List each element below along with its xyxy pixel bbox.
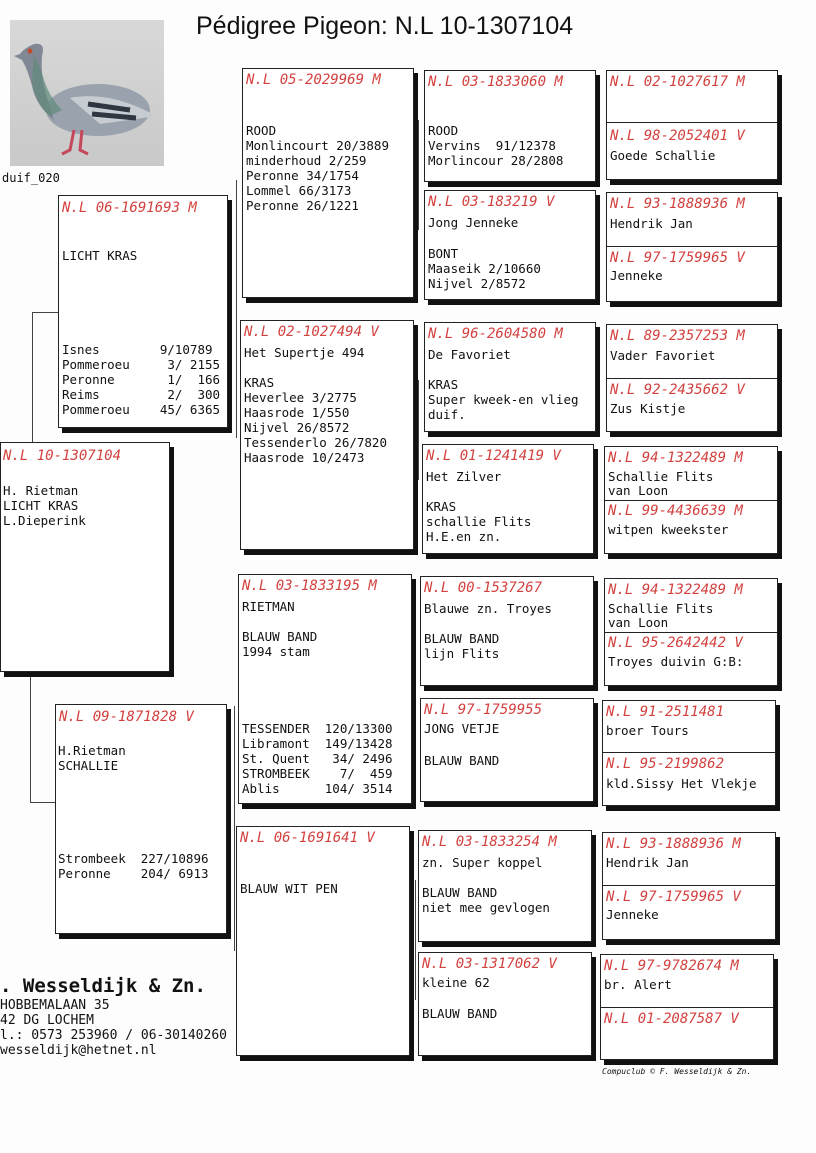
- ring-number: N.L 99-4436639 M: [608, 503, 743, 519]
- ring-number: N.L 03-1833060 M: [428, 74, 563, 90]
- father-ring: N.L 06-1691693 M: [62, 200, 197, 216]
- pedigree-line: Haasrode 1/550: [244, 405, 350, 420]
- connector: [418, 120, 419, 230]
- grandparent-card: [242, 68, 414, 298]
- ring-number: N.L 02-1027617 M: [610, 74, 745, 90]
- ring-number: N.L 00-1537267: [424, 580, 543, 596]
- pedigree-line: Super kweek-en vlieg: [428, 392, 579, 407]
- pedigree-line: BLAUW BAND: [424, 631, 500, 646]
- pedigree-line: Het Supertje 494: [244, 345, 365, 360]
- gen4-pair-card: [604, 446, 778, 554]
- ring-number: N.L 05-2029969 M: [246, 72, 381, 88]
- pedigree-result: St. Quent 34/ 2496: [242, 751, 393, 766]
- divider: [603, 752, 775, 753]
- ring-number: N.L 95-2642442 V: [608, 635, 743, 651]
- pedigree-line: Lommel 66/3173: [246, 183, 352, 198]
- pedigree-result: TESSENDER 120/13300: [242, 721, 393, 736]
- pedigree-line: br. Alert: [604, 977, 672, 992]
- pedigree-line: Morlincour 28/2808: [428, 153, 564, 168]
- great-grandparent-card: [424, 190, 596, 300]
- connector: [418, 380, 419, 480]
- ring-number: N.L 03-1317062 V: [422, 956, 557, 972]
- pedigree-line: BONT: [428, 246, 459, 261]
- great-grandparent-card: [422, 444, 594, 554]
- photo-caption: duif_020: [2, 171, 60, 185]
- pedigree-line: duif.: [428, 407, 466, 422]
- great-grandparent-card: [424, 322, 596, 432]
- connector: [236, 180, 237, 438]
- divider: [607, 122, 777, 123]
- grandparent-card: [240, 320, 414, 550]
- great-grandparent-card: [420, 576, 594, 686]
- pedigree-line: Nijvel 26/8572: [244, 420, 350, 435]
- pedigree-line: Goede Schallie: [610, 148, 716, 163]
- ring-number: N.L 89-2357253 M: [610, 328, 745, 344]
- father-result: Reims 2/ 300: [62, 387, 221, 402]
- ring-number: N.L 97-1759955: [424, 702, 543, 718]
- pedigree-line: Maaseik 2/10660: [428, 261, 541, 276]
- mother-line: H.Rietman: [58, 743, 126, 758]
- pedigree-line: KRAS: [428, 377, 459, 392]
- great-grandparent-card: [418, 952, 592, 1056]
- ring-number: N.L 97-1759965 V: [610, 250, 745, 266]
- pedigree-line: JONG VETJE: [424, 721, 500, 736]
- gen4-pair-card: [604, 578, 778, 686]
- gen4-pair-card: [606, 324, 778, 432]
- pedigree-line: Hendrik Jan: [610, 216, 693, 231]
- pedigree-line: kld.Sissy Het Vlekje: [606, 776, 757, 791]
- pedigree-line: Heverlee 3/2775: [244, 390, 357, 405]
- ring-number: N.L 92-2435662 V: [610, 382, 745, 398]
- connector: [234, 706, 235, 951]
- pedigree-result: STROMBEEK 7/ 459: [242, 766, 393, 781]
- divider: [607, 246, 777, 247]
- pedigree-line: witpen kweekster: [608, 522, 729, 537]
- pedigree-line: zn. Super koppel: [422, 855, 543, 870]
- pigeon-photo: [10, 20, 164, 166]
- pedigree-line: kleine 62: [422, 975, 490, 990]
- pedigree-line: Vader Favoriet: [610, 348, 716, 363]
- pedigree-line: van Loon: [608, 483, 669, 498]
- pedigree-line: broer Tours: [606, 723, 689, 738]
- divider: [603, 885, 775, 886]
- great-grandparent-card: [418, 830, 592, 942]
- ring-number: N.L 01-1241419 V: [426, 448, 561, 464]
- father-result: Peronne 1/ 166: [62, 372, 221, 387]
- pedigree-line: schallie Flits: [426, 514, 532, 529]
- pedigree-line: BLAUW BAND: [422, 1006, 498, 1021]
- pedigree-line: Jenneke: [610, 268, 663, 283]
- connector: [32, 312, 33, 442]
- pedigree-line: ROOD: [428, 123, 459, 138]
- ring-number: N.L 03-1833254 M: [422, 834, 557, 850]
- page-title: Pédigree Pigeon: N.L 10-1307104: [196, 12, 574, 40]
- mother-result: Peronne 204/ 6913: [58, 866, 209, 881]
- ring-number: N.L 97-1759965 V: [606, 889, 741, 905]
- subject-ring: N.L 10-1307104: [3, 448, 122, 464]
- great-grandparent-card: [424, 70, 596, 182]
- mother-card: [55, 704, 227, 934]
- father-result: Isnes 9/10789: [62, 342, 213, 357]
- pedigree-line: van Loon: [608, 615, 669, 630]
- pedigree-line: Peronne 26/1221: [246, 198, 359, 213]
- pedigree-line: Troyes duivin G:B:: [608, 654, 744, 669]
- connector: [30, 802, 56, 803]
- pedigree-line: Vervins 91/12378: [428, 138, 556, 153]
- pedigree-line: niet mee gevlogen: [422, 900, 550, 915]
- pedigree-line: RIETMAN: [242, 599, 295, 614]
- pedigree-line: BLAUW BAND: [424, 753, 500, 768]
- father-result: Pommeroeu 3/ 2155: [62, 357, 221, 372]
- connector: [30, 672, 31, 802]
- divider: [607, 378, 777, 379]
- ring-number: N.L 91-2511481: [606, 704, 725, 720]
- pedigree-line: Jong Jenneke: [428, 215, 519, 230]
- father-card: [58, 195, 228, 428]
- software-credit: Compuclub © F. Wesseldijk & Zn.: [602, 1067, 752, 1076]
- ring-number: N.L 94-1322489 M: [608, 582, 743, 598]
- subject-line: H. Rietman: [3, 483, 79, 498]
- ring-number: N.L 93-1888936 M: [610, 196, 745, 212]
- owner-phone: l.: 0573 253960 / 06-30140260: [0, 1028, 227, 1043]
- pedigree-line: Blauwe zn. Troyes: [424, 601, 552, 616]
- ring-number: N.L 98-2052401 V: [610, 128, 745, 144]
- ring-number: N.L 95-2199862: [606, 756, 725, 772]
- pigeon-icon: [10, 20, 164, 166]
- pedigree-line: Tessenderlo 26/7820: [244, 435, 387, 450]
- ring-number: N.L 06-1691641 V: [240, 830, 375, 846]
- pedigree-line: Het Zilver: [426, 469, 502, 484]
- gen4-pair-card: [606, 192, 778, 302]
- subject-line: LICHT KRAS: [3, 498, 79, 513]
- pedigree-line: minderhoud 2/259: [246, 153, 367, 168]
- pedigree-line: Nijvel 2/8572: [428, 276, 526, 291]
- gen4-pair-card: [602, 832, 776, 940]
- owner-city: 42 DG LOCHEM: [0, 1013, 94, 1028]
- mother-result: Strombeek 227/10896: [58, 851, 209, 866]
- pedigree-result: Libramont 149/13428: [242, 736, 393, 751]
- mother-line: SCHALLIE: [58, 758, 119, 773]
- pedigree-line: Monlincourt 20/3889: [246, 138, 389, 153]
- ring-number: N.L 93-1888936 M: [606, 836, 741, 852]
- great-grandparent-card: [420, 698, 594, 802]
- ring-number: N.L 97-9782674 M: [604, 958, 739, 974]
- pedigree-line: Peronne 34/1754: [246, 168, 359, 183]
- pedigree-line: ROOD: [246, 123, 277, 138]
- divider: [605, 500, 777, 501]
- owner-address: HOBBEMALAAN 35: [0, 998, 110, 1013]
- connector: [32, 312, 60, 313]
- connector: [415, 634, 416, 738]
- ring-number: N.L 94-1322489 M: [608, 450, 743, 466]
- mother-ring: N.L 09-1871828 V: [59, 709, 194, 725]
- pedigree-line: BLAUW WIT PEN: [240, 881, 338, 896]
- pedigree-line: Haasrode 10/2473: [244, 450, 365, 465]
- grandparent-card: [238, 574, 412, 804]
- ring-number: N.L 03-183219 V: [428, 194, 555, 210]
- father-name: LICHT KRAS: [62, 248, 138, 263]
- ring-number: N.L 01-2087587 V: [604, 1011, 739, 1027]
- pedigree-line: H.E.en zn.: [426, 529, 502, 544]
- pedigree-line: Jenneke: [606, 907, 659, 922]
- pedigree-line: Hendrik Jan: [606, 855, 689, 870]
- pedigree-line: 1994 stam: [242, 644, 310, 659]
- pedigree-line: KRAS: [244, 375, 275, 390]
- grandparent-card: [236, 826, 410, 1056]
- divider: [605, 632, 777, 633]
- pedigree-line: BLAUW BAND: [422, 885, 498, 900]
- owner-email[interactable]: wesseldijk@hetnet.nl: [0, 1043, 157, 1058]
- pedigree-line: Schallie Flits: [608, 601, 714, 616]
- pedigree-line: lijn Flits: [424, 646, 500, 661]
- gen4-pair-card: [602, 700, 776, 806]
- pedigree-line: BLAUW BAND: [242, 629, 318, 644]
- subject-line: L.Dieperink: [3, 513, 86, 528]
- pedigree-line: De Favoriet: [428, 347, 511, 362]
- gen4-pair-card: [606, 70, 778, 180]
- father-result: Pommeroeu 45/ 6365: [62, 402, 221, 417]
- owner-name: . Wesseldijk & Zn.: [0, 975, 206, 997]
- subject-card: [0, 442, 170, 672]
- pedigree-line: KRAS: [426, 499, 457, 514]
- gen4-pair-card: [600, 954, 774, 1060]
- pedigree-line: Schallie Flits: [608, 469, 714, 484]
- ring-number: N.L 03-1833195 M: [242, 578, 377, 594]
- connector: [415, 880, 416, 1000]
- pedigree-result: Ablis 104/ 3514: [242, 781, 393, 796]
- divider: [601, 1007, 773, 1008]
- pedigree-line: Zus Kistje: [610, 401, 686, 416]
- ring-number: N.L 02-1027494 V: [244, 324, 379, 340]
- ring-number: N.L 96-2604580 M: [428, 326, 563, 342]
